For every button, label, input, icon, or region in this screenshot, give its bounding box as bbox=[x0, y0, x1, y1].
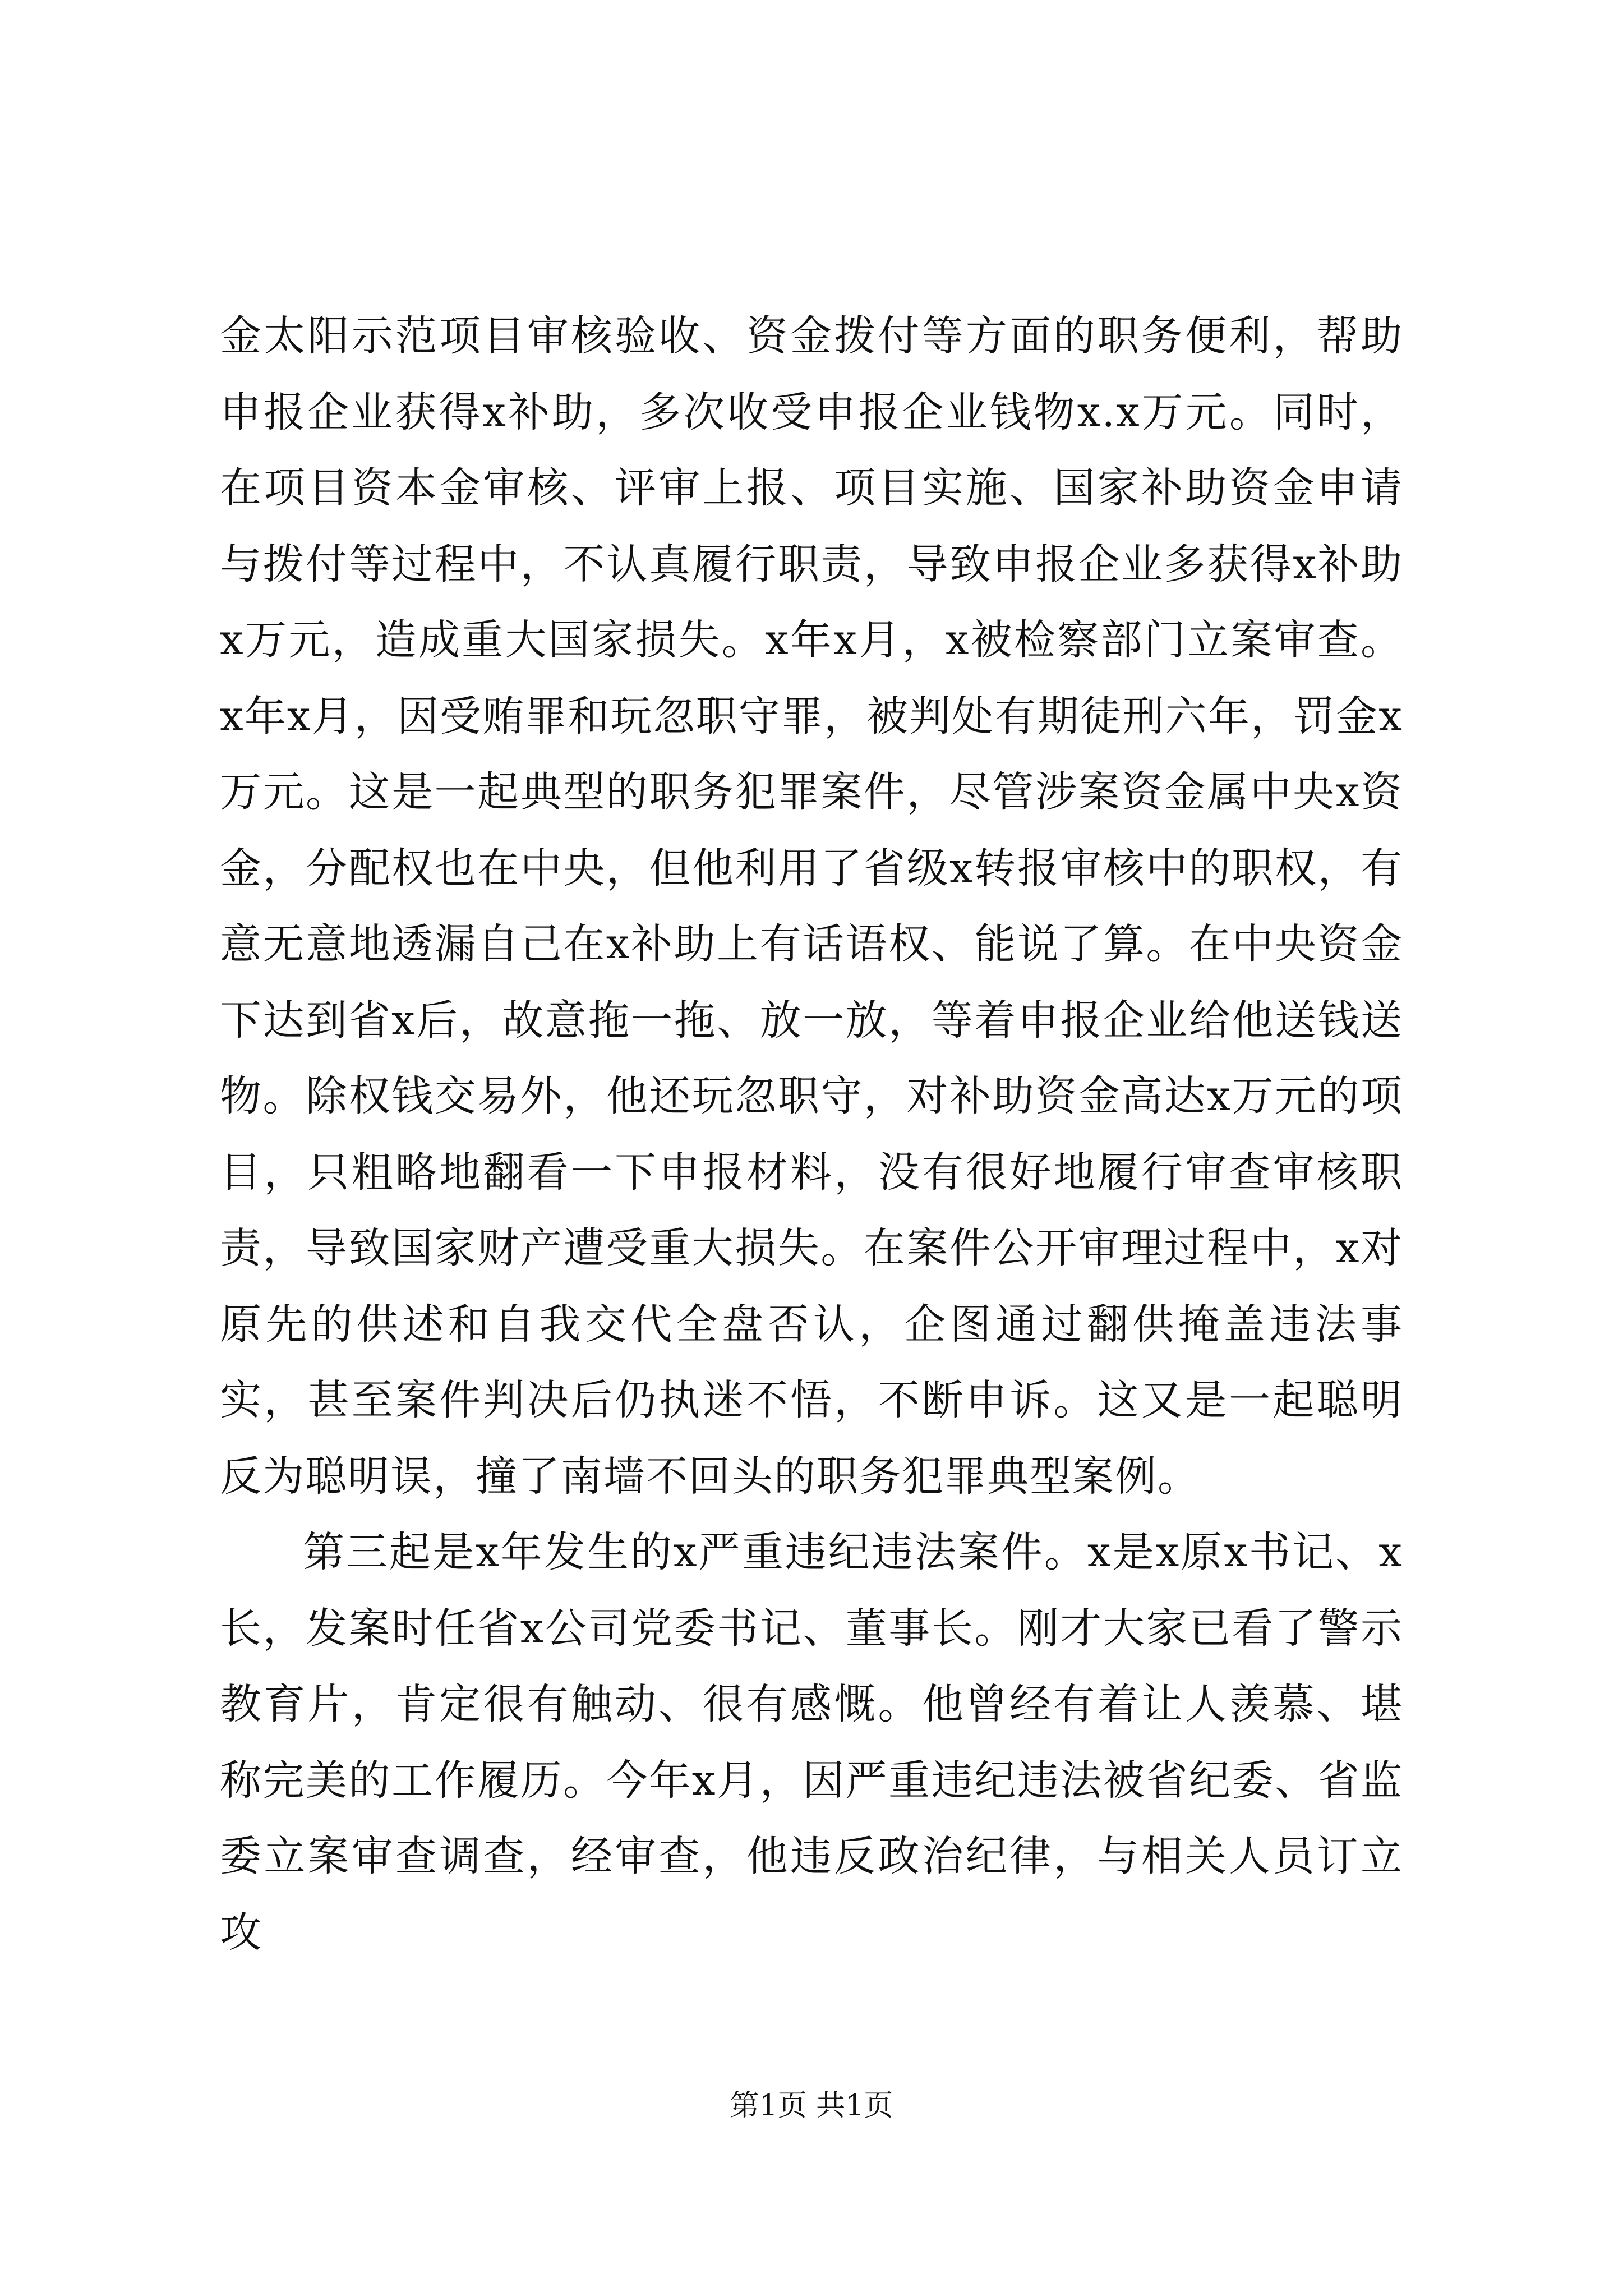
page-footer: 第1页 共1页 bbox=[730, 2089, 893, 2123]
paragraph-third-case: 第三起是x年发生的x严重违纪违法案件。x是x原x书记、x长，发案时任省x公司党委书记、董事长。刚才大家已看了警示教育片，肯定很有触动、很有感慨。他曾经有着让人羡慕、堪称完美的工作履历。今年x月，因严重违纪违法被省纪委、省监委立案审查调查，经审查，他违反政治纪律，与相关人员订立攻 bbox=[220, 1528, 1403, 1957]
paragraph-continued: 金太阳示范项目审核验收、资金拨付等方面的职务便利，帮助申报企业获得x补助，多次收受申报企业钱物x.x万元。同时，在项目资本金审核、评审上报、项目实施、国家补助资金申请与拨付等过程中，不认真履行职责，导致申报企业多获得x补助x万元，造成重大国家损失。x年x月，x被检察部门立案审查。x年x月，因受贿罪和玩忽职守罪，被判处有期徒刑六年，罚金x万元。这是一起典型的职务犯罪案件，尽管涉案资金属中央x资金，分配权也在中央，但他利用了省级x转报审核中的职权，有意无意地透漏自己在x补助上有话语权、能说了算。在中央资金下达到省x后，故意拖一拖、放一放，等着申报企业给他送钱送物。除权钱交易外，他还玩忽职守，对补助资金高达x万元的项目，只粗略地翻看一下申报材料，没有很好地履行审查审核职责，导致国家财产遭受重大损失。在案件公开审理过程中，x对原先的供述和自我交代全盘否认，企图通过翻供掩盖违法事实，甚至案件判决后仍执迷不悟，不断申诉。这又是一起聪明反为聪明误，撞了南墙不回头的职务犯罪典型案例。 bbox=[220, 312, 1403, 1501]
document-body bbox=[220, 298, 1403, 1971]
